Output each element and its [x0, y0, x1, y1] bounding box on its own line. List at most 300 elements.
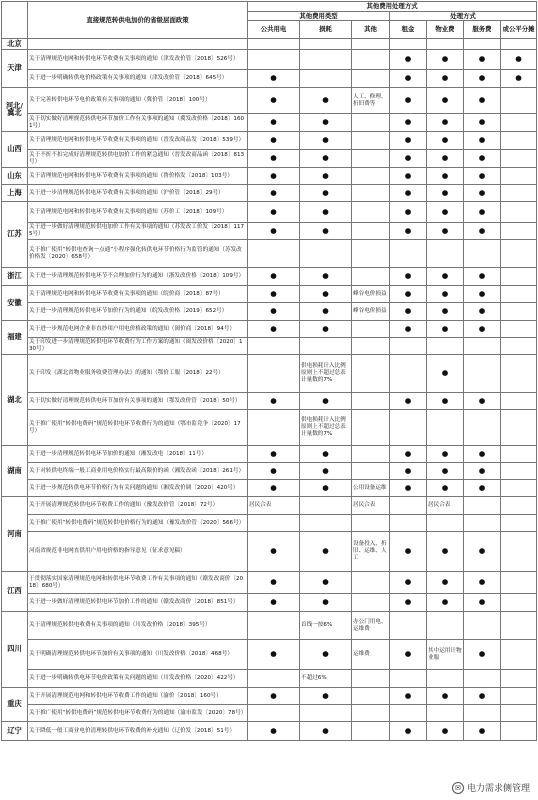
policy-cell: 关于切实做好清理规范转供电环节加价有关事项的通知（鄂发改价管〔2018〕50号） [28, 393, 248, 410]
value-cell [427, 670, 464, 688]
value-cell [501, 355, 537, 393]
dot-mark: ● [390, 321, 427, 338]
dot-mark: ● [300, 268, 352, 286]
table-row [2, 463, 537, 480]
value-cell [501, 88, 537, 114]
header-col-rent: 租金 [390, 21, 427, 39]
value-cell [248, 355, 300, 393]
dot-mark: ● [248, 70, 300, 88]
dot-mark: ● [390, 185, 427, 202]
value-cell [501, 446, 537, 463]
value-cell [300, 50, 352, 70]
policy-cell: 关于不折不扣完成好清理规范转供电加价工作的紧急通知（晋发改商品函〔2018〕813号） [28, 150, 248, 168]
value-cell: 不超过6% [300, 670, 352, 688]
province-cell: 河南 [2, 497, 28, 572]
value-cell [501, 185, 537, 202]
value-cell [352, 168, 390, 185]
value-cell [352, 114, 390, 132]
value-cell: 公用设备运维 [352, 480, 390, 497]
policy-cell [28, 39, 248, 50]
table-row [2, 88, 537, 114]
value-cell [248, 240, 300, 268]
dot-mark: ● [427, 168, 464, 185]
dot-mark: ● [248, 132, 300, 150]
policy-cell: 关于推广使用“转供电费码”规范转供电环节收费行为的通知（渝市监发〔2020〕78号） [28, 705, 248, 722]
dot-mark: ● [390, 70, 427, 88]
table-row [2, 480, 537, 497]
value-cell [427, 338, 464, 355]
dot-mark: ● [464, 393, 501, 410]
dot-mark: ● [390, 114, 427, 132]
dot-mark: ● [300, 185, 352, 202]
dot-mark: ● [390, 640, 427, 670]
dot-mark: ● [464, 640, 501, 670]
policy-table [1, 1, 537, 741]
header-policy: 直接规范转供电加价的省级层面政策 [28, 2, 248, 39]
value-cell [248, 705, 300, 722]
value-cell [248, 612, 300, 640]
policy-cell: 关于进一步做好清理规范转供电加价工作有关事项的通知（苏发改工价发〔2018〕1175号） [28, 223, 248, 240]
dot-mark: ● [464, 50, 501, 70]
province-cell: 河北/冀北 [2, 88, 28, 132]
dot-mark: ● [464, 150, 501, 168]
policy-cell: 关于进一步清理规范转供电环节加价的通知（湘发改电〔2018〕11号） [28, 446, 248, 463]
province-cell: 山东 [2, 168, 28, 185]
dot-mark: ● [390, 303, 427, 321]
dot-mark: ● [390, 393, 427, 410]
dot-mark: ● [464, 185, 501, 202]
dot-mark: ● [300, 594, 352, 612]
value-cell [300, 338, 352, 355]
value-cell [501, 321, 537, 338]
policy-cell: 关于清理规范电网和转供电环节收费有关事项的通知（晋发改商品发〔2018〕539号） [28, 132, 248, 150]
value-cell [464, 705, 501, 722]
dot-mark: ● [300, 688, 352, 705]
dot-mark: ● [390, 50, 427, 70]
value-cell [390, 612, 427, 640]
header-other-fees: 其他费用处理方式 [248, 2, 537, 12]
dot-mark: ● [464, 572, 501, 594]
dot-mark: ● [248, 202, 300, 223]
province-cell: 江苏 [2, 202, 28, 268]
value-cell [501, 497, 537, 515]
table-row [2, 532, 537, 572]
value-cell [300, 515, 352, 532]
dot-mark: ● [300, 446, 352, 463]
dot-mark: ● [248, 114, 300, 132]
dot-mark: ● [248, 572, 300, 594]
value-cell [352, 268, 390, 286]
dot-mark: ● [248, 446, 300, 463]
value-cell [352, 355, 390, 393]
province-cell: 上海 [2, 185, 28, 202]
dot-mark: ● [390, 688, 427, 705]
value-cell [390, 515, 427, 532]
value-cell [501, 532, 537, 572]
dot-mark: ● [427, 114, 464, 132]
value-cell: 居民合表 [352, 497, 390, 515]
dot-mark: ● [390, 132, 427, 150]
value-cell [300, 497, 352, 515]
province-cell: 重庆 [2, 688, 28, 722]
province-cell: 四川 [2, 612, 28, 688]
dot-mark: ● [501, 50, 537, 70]
table-row [2, 50, 537, 70]
province-cell: 辽宁 [2, 722, 28, 741]
value-cell [464, 410, 501, 446]
table-row [2, 722, 537, 741]
policy-cell: 关于进一步规范电网企业非直抄用户用电价格政策的通知（闽价商〔2018〕94号） [28, 321, 248, 338]
dot-mark: ● [464, 168, 501, 185]
dot-mark: ● [248, 88, 300, 114]
value-cell [427, 240, 464, 268]
value-cell [501, 670, 537, 688]
value-cell: 设备投入、折旧、运维、人工 [352, 532, 390, 572]
value-cell [501, 688, 537, 705]
policy-cell: 关于进一步明确转供电价格政策有关事项的通知（津发改价管〔2018〕645号） [28, 70, 248, 88]
value-cell [464, 515, 501, 532]
value-cell [390, 497, 427, 515]
dot-mark: ● [464, 114, 501, 132]
table-row [2, 321, 537, 338]
value-cell [352, 594, 390, 612]
province-cell: 湖北 [2, 355, 28, 446]
value-cell [248, 410, 300, 446]
dot-mark: ● [390, 286, 427, 303]
dot-mark: ● [300, 114, 352, 132]
value-cell [427, 705, 464, 722]
dot-mark: ● [248, 463, 300, 480]
dot-mark: ● [427, 88, 464, 114]
province-cell: 湖南 [2, 446, 28, 497]
value-cell [464, 240, 501, 268]
value-cell [464, 612, 501, 640]
header-col-share: 或公平分摊 [501, 21, 537, 39]
dot-mark: ● [300, 463, 352, 480]
header-col-property: 物业费 [427, 21, 464, 39]
dot-mark: ● [300, 532, 352, 572]
table-row [2, 355, 537, 393]
dot-mark: ● [248, 532, 300, 572]
wechat-icon: ✉ [452, 782, 464, 794]
dot-mark: ● [464, 480, 501, 497]
table-row [2, 670, 537, 688]
dot-mark: ● [427, 594, 464, 612]
dot-mark: ● [300, 640, 352, 670]
dot-mark: ● [390, 88, 427, 114]
value-cell [501, 132, 537, 150]
value-cell [501, 410, 537, 446]
value-cell [352, 463, 390, 480]
dot-mark: ● [464, 321, 501, 338]
value-cell [390, 39, 427, 50]
value-cell [352, 393, 390, 410]
dot-mark: ● [390, 480, 427, 497]
value-cell: 首线一按6% [300, 612, 352, 640]
dot-mark: ● [300, 132, 352, 150]
policy-cell: 关于进一步明确转供电环节电价政策有关问题的通知（川发改价格〔2020〕422号） [28, 670, 248, 688]
dot-mark: ● [427, 463, 464, 480]
dot-mark: ● [300, 722, 352, 741]
policy-cell: 关于清理规范电网和转供电环节收费有关事项的通知（苏价工〔2018〕109号） [28, 202, 248, 223]
value-cell [427, 612, 464, 640]
policy-cell: 关于进一步清理规范转供电环节不合理加价行为的通知（浙发改价格〔2018〕109号） [28, 268, 248, 286]
table-row [2, 202, 537, 223]
dot-mark: ● [300, 393, 352, 410]
header-col-service: 服务费 [464, 21, 501, 39]
value-cell [352, 202, 390, 223]
dot-mark: ● [427, 202, 464, 223]
value-cell [501, 114, 537, 132]
policy-cell: 关于推广使用“转供电费码”规范转供电环节收费行为的通知（鄂市监竞争〔2020〕17号） [28, 410, 248, 446]
dot-mark: ● [427, 303, 464, 321]
dot-mark: ● [248, 640, 300, 670]
dot-mark: ● [300, 202, 352, 223]
table-row [2, 640, 537, 670]
dot-mark: ● [427, 50, 464, 70]
policy-cell: 关于开展清理规范电网和转供电环节收费工作的通知（渝价〔2018〕160号） [28, 688, 248, 705]
table-row [2, 410, 537, 446]
dot-mark: ● [464, 303, 501, 321]
dot-mark: ● [300, 572, 352, 594]
value-cell [501, 480, 537, 497]
dot-mark: ● [248, 722, 300, 741]
watermark-text: 电力需求侧管理 [466, 784, 530, 794]
value-cell [501, 594, 537, 612]
value-cell [501, 202, 537, 223]
province-cell: 北京 [2, 39, 28, 50]
value-cell: 峰谷电价损益 [352, 303, 390, 321]
header-col-other: 其他 [352, 21, 390, 39]
dot-mark: ● [248, 268, 300, 286]
value-cell: 人工、修理、折旧费等 [352, 88, 390, 114]
policy-cell: 关于推广使用“转供电费码”规范转供电价格行为的通知（豫发改价管〔2020〕566号） [28, 515, 248, 532]
value-cell [352, 515, 390, 532]
dot-mark: ● [300, 286, 352, 303]
policy-cell: 关于完善转供电环节电价政策有关事项的通知（冀价管〔2018〕100号） [28, 88, 248, 114]
value-cell [352, 50, 390, 70]
table-row [2, 286, 537, 303]
table-row [2, 572, 537, 594]
value-cell [300, 39, 352, 50]
dot-mark: ● [427, 446, 464, 463]
value-cell [427, 39, 464, 50]
table-row [2, 168, 537, 185]
dot-mark: ● [427, 321, 464, 338]
dot-mark: ● [427, 688, 464, 705]
value-cell [352, 132, 390, 150]
dot-mark: ● [464, 446, 501, 463]
value-cell [248, 670, 300, 688]
value-cell [464, 338, 501, 355]
dot-mark: ● [427, 572, 464, 594]
dot-mark: ● [248, 168, 300, 185]
value-cell [464, 355, 501, 393]
dot-mark: ● [464, 88, 501, 114]
dot-mark: ● [390, 594, 427, 612]
policy-cell: 关于清理规范电网和转供电环节收费有关事项的通知（鲁价格发〔2018〕103号） [28, 168, 248, 185]
dot-mark: ● [464, 268, 501, 286]
dot-mark: ● [464, 286, 501, 303]
value-cell: 供电损耗计入比例原则上不超过总表计量数的7% [300, 355, 352, 393]
value-cell [248, 39, 300, 50]
header-method: 处理方式 [390, 12, 537, 21]
value-cell [352, 572, 390, 594]
value-cell [390, 240, 427, 268]
dot-mark: ● [390, 168, 427, 185]
dot-mark: ● [300, 303, 352, 321]
value-cell [390, 705, 427, 722]
dot-mark: ● [464, 722, 501, 741]
dot-mark: ● [248, 688, 300, 705]
table-row [2, 688, 537, 705]
policy-cell: 关于推广使用“转供电查询一点通”小程序强化转供电环节价格行为监管的通知（苏发改价格发〔2020〕658号） [28, 240, 248, 268]
value-cell [248, 50, 300, 70]
value-cell: 居民合表 [248, 497, 300, 515]
dot-mark: ● [248, 223, 300, 240]
dot-mark: ● [427, 268, 464, 286]
dot-mark: ● [427, 722, 464, 741]
policy-cell: 关于清理规范转供电收费有关事项的通知（川发改价格〔2018〕395号） [28, 612, 248, 640]
dot-mark: ● [390, 463, 427, 480]
policy-cell: 关于清理规范电网和转供电环节收费有关事项的通知（津发改价管〔2018〕526号） [28, 50, 248, 70]
policy-cell: 关于进一步清理规范转供电环节收费有关事项的通知（沪价管〔2018〕29号） [28, 185, 248, 202]
dot-mark: ● [427, 70, 464, 88]
dot-mark: ● [464, 223, 501, 240]
dot-mark: ● [464, 688, 501, 705]
table-body [2, 39, 537, 741]
header-col-loss: 损耗 [300, 21, 352, 39]
dot-mark: ● [390, 532, 427, 572]
value-cell [352, 70, 390, 88]
policy-cell: 关于明确清理规范转供电环节加价有关事项的通知（川发改价格〔2018〕468号） [28, 640, 248, 670]
dot-mark: ● [390, 223, 427, 240]
table-row [2, 515, 537, 532]
dot-mark: ● [248, 150, 300, 168]
header-col-public: 公共用电 [248, 21, 300, 39]
value-cell [352, 705, 390, 722]
value-cell [352, 223, 390, 240]
value-cell [248, 338, 300, 355]
policy-cell: 关于进一步清理规范转供电环节加价行为的通知（皖发改价格〔2019〕652号） [28, 303, 248, 321]
header-province [2, 2, 28, 39]
dot-mark: ● [464, 532, 501, 572]
value-cell [390, 670, 427, 688]
province-cell: 浙江 [2, 268, 28, 286]
dot-mark: ● [390, 150, 427, 168]
value-cell: 峰谷电价损益 [352, 286, 390, 303]
dot-mark: ● [464, 594, 501, 612]
table-row [2, 39, 537, 50]
value-cell [352, 321, 390, 338]
value-cell [390, 338, 427, 355]
dot-mark: ● [300, 321, 352, 338]
policy-cell: 关于开展清理规范转供电环节收费工作的通知（豫发改价管〔2018〕72号） [28, 497, 248, 515]
value-cell [464, 670, 501, 688]
value-cell [352, 410, 390, 446]
value-cell [501, 286, 537, 303]
dot-mark: ● [300, 150, 352, 168]
dot-mark: ● [464, 70, 501, 88]
value-cell [390, 410, 427, 446]
table-row [2, 393, 537, 410]
province-cell: 安徽 [2, 286, 28, 321]
value-cell: 供电损耗计入比例原则上不超过总表计量数的7% [300, 410, 352, 446]
dot-mark: ● [464, 132, 501, 150]
value-cell [501, 393, 537, 410]
value-cell [352, 39, 390, 50]
dot-mark: ● [501, 70, 537, 88]
policy-cell: 关于印发进一步清理规范转供电环节收费行为工作方案的通知（闽发改价格〔2020〕130号） [28, 338, 248, 355]
policy-cell: 关于降低一般工商业电价清理转供电环节收费的补充通知（辽价发〔2018〕51号） [28, 722, 248, 741]
value-cell [501, 39, 537, 50]
value-cell [464, 497, 501, 515]
table-row [2, 150, 537, 168]
dot-mark: ● [248, 594, 300, 612]
value-cell [501, 705, 537, 722]
value-cell [501, 223, 537, 240]
policy-cell: 关于进一步做好清理规范转供电环节加价工作的通知（赣发改商价〔2018〕851号） [28, 594, 248, 612]
value-cell [501, 722, 537, 741]
table-row [2, 446, 537, 463]
value-cell [427, 410, 464, 446]
dot-mark: ● [390, 722, 427, 741]
province-cell: 福建 [2, 321, 28, 355]
dot-mark: ● [427, 532, 464, 572]
value-cell: 居民合表 [427, 497, 464, 515]
dot-mark: ● [390, 268, 427, 286]
value-cell [501, 640, 537, 670]
value-cell [501, 572, 537, 594]
value-cell [248, 515, 300, 532]
dot-mark: ● [248, 393, 300, 410]
province-cell: 江西 [2, 572, 28, 612]
value-cell [352, 150, 390, 168]
policy-cell: 于贯彻落实国家清理规范电网和转供电环节收费工作有关事项的通知（赣发改商价〔2018〕680号） [28, 572, 248, 594]
table-header [2, 2, 537, 39]
value-cell [300, 240, 352, 268]
province-cell: 天津 [2, 50, 28, 88]
dot-mark: ● [300, 480, 352, 497]
dot-mark: ● [427, 223, 464, 240]
dot-mark: ● [300, 88, 352, 114]
value-cell [464, 39, 501, 50]
value-cell [352, 688, 390, 705]
watermark [450, 780, 532, 795]
value-cell [501, 463, 537, 480]
value-cell [352, 185, 390, 202]
value-cell: 其中运用计物业服 [427, 640, 464, 670]
value-cell [501, 168, 537, 185]
table-row [2, 612, 537, 640]
value-cell [501, 515, 537, 532]
policy-cell: 关于清理规范电网和转供电环节收费有关事项的通知（皖价商〔2018〕87号） [28, 286, 248, 303]
dot-mark: ● [248, 303, 300, 321]
dot-mark: ● [248, 185, 300, 202]
dot-mark: ● [427, 286, 464, 303]
dot-mark: ● [300, 223, 352, 240]
policy-cell: 关于印发《湖北省物业服务收费管理办法》的通知（鄂价工服〔2018〕22号） [28, 355, 248, 393]
province-cell: 山西 [2, 132, 28, 168]
value-cell [352, 446, 390, 463]
value-cell [501, 268, 537, 286]
value-cell [501, 612, 537, 640]
table-row [2, 594, 537, 612]
dot-mark: ● [427, 132, 464, 150]
dot-mark: ● [427, 150, 464, 168]
dot-mark: ● [427, 185, 464, 202]
value-cell [501, 150, 537, 168]
